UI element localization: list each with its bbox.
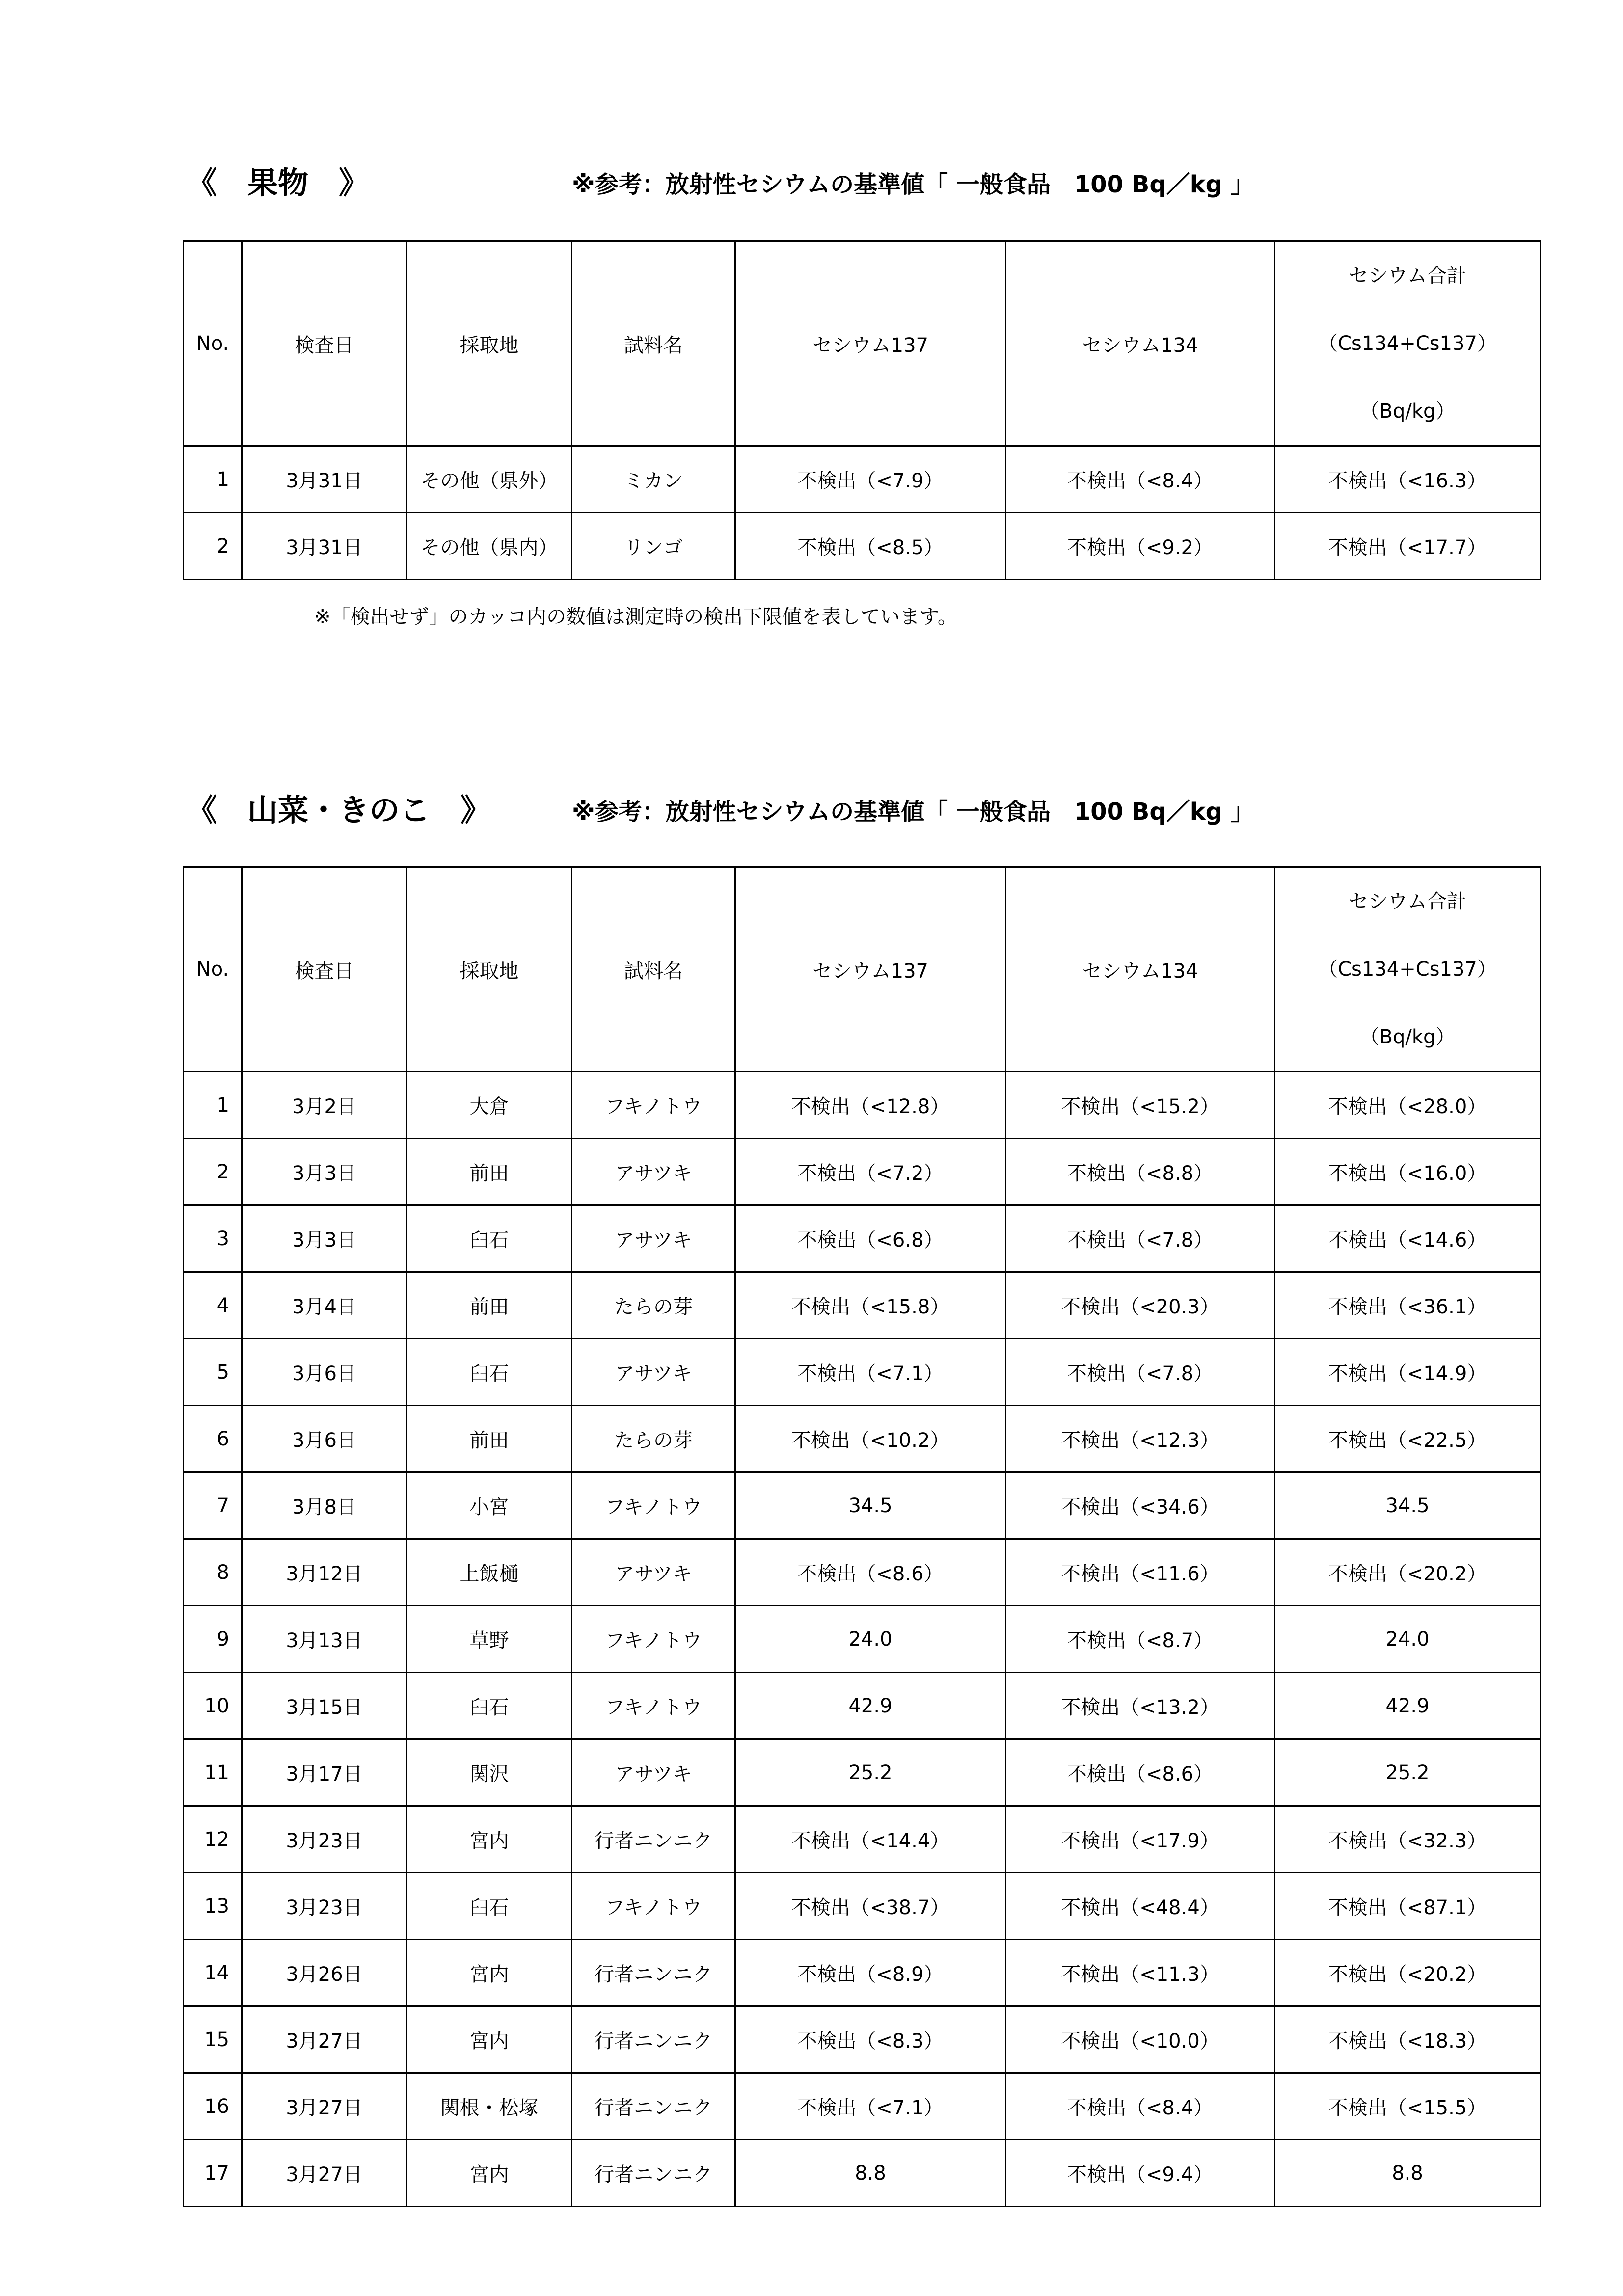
cell-location: 前田 — [407, 1272, 572, 1339]
cell-cs137: 25.2 — [735, 1739, 1006, 1806]
cell-date: 3月27日 — [242, 2140, 407, 2207]
cell-cs137: 不検出（<14.4） — [735, 1806, 1006, 1873]
cell-no: 7 — [184, 1472, 242, 1539]
cell-location: 関沢 — [407, 1739, 572, 1806]
cell-date: 3月3日 — [242, 1139, 407, 1205]
cell-location: その他（県内） — [407, 513, 572, 580]
cell-total: 不検出（<36.1） — [1275, 1272, 1541, 1339]
cell-date: 3月31日 — [242, 446, 407, 513]
cell-location: 草野 — [407, 1606, 572, 1673]
table-row — [184, 446, 1541, 513]
cell-cs134: 不検出（<13.2） — [1006, 1673, 1275, 1739]
table-row — [184, 1940, 1541, 2006]
fruits-table — [183, 240, 1541, 580]
header-sample: 試料名 — [572, 867, 735, 1072]
cell-no: 12 — [184, 1806, 242, 1873]
cell-total: 不検出（<20.2） — [1275, 1940, 1541, 2006]
cell-cs137: 不検出（<15.8） — [735, 1272, 1006, 1339]
cell-location: 臼石 — [407, 1205, 572, 1272]
wild-vegetables-reference-note: ※参考：放射性セシウムの基準値「 一般食品 100 Bq／kg 」 — [572, 798, 1254, 826]
cell-total: 不検出（<28.0） — [1275, 1072, 1541, 1139]
header-no: No. — [184, 867, 242, 1072]
cell-location: 宮内 — [407, 1940, 572, 2006]
cell-cs134: 不検出（<15.2） — [1006, 1072, 1275, 1139]
header-total-line1: セシウム合計 — [1349, 890, 1466, 913]
cell-no: 10 — [184, 1673, 242, 1739]
table-row — [184, 513, 1541, 580]
cell-cs137: 不検出（<8.3） — [735, 2006, 1006, 2073]
cell-no: 6 — [184, 1406, 242, 1472]
table-header-row — [184, 867, 1541, 1072]
header-total-line2: （Cs134+Cs137） — [1318, 332, 1497, 355]
cell-location: 臼石 — [407, 1873, 572, 1940]
cell-date: 3月6日 — [242, 1339, 407, 1406]
cell-sample: 行者ニンニク — [572, 2073, 735, 2140]
header-cs134: セシウム134 — [1006, 241, 1275, 446]
cell-sample: たらの芽 — [572, 1406, 735, 1472]
cell-cs137: 不検出（<6.8） — [735, 1205, 1006, 1272]
cell-total: 不検出（<87.1） — [1275, 1873, 1541, 1940]
header-total — [1275, 867, 1541, 1072]
cell-sample: アサツキ — [572, 1205, 735, 1272]
cell-location: 大倉 — [407, 1072, 572, 1139]
cell-cs134: 不検出（<17.9） — [1006, 1806, 1275, 1873]
table-row — [184, 1739, 1541, 1806]
cell-date: 3月6日 — [242, 1406, 407, 1472]
cell-total: 不検出（<16.3） — [1275, 446, 1541, 513]
cell-sample: アサツキ — [572, 1139, 735, 1205]
table-row — [184, 1673, 1541, 1739]
cell-cs134: 不検出（<11.3） — [1006, 1940, 1275, 2006]
table-row — [184, 1072, 1541, 1139]
cell-sample: 行者ニンニク — [572, 2140, 735, 2207]
cell-location: 関根・松塚 — [407, 2073, 572, 2140]
cell-cs137: 不検出（<8.9） — [735, 1940, 1006, 2006]
cell-total: 不検出（<14.9） — [1275, 1339, 1541, 1406]
cell-cs134: 不検出（<7.8） — [1006, 1339, 1275, 1406]
cell-location: 宮内 — [407, 1806, 572, 1873]
header-date: 検査日 — [242, 867, 407, 1072]
cell-cs134: 不検出（<9.2） — [1006, 513, 1275, 580]
cell-cs134: 不検出（<34.6） — [1006, 1472, 1275, 1539]
cell-total: 不検出（<22.5） — [1275, 1406, 1541, 1472]
cell-sample: 行者ニンニク — [572, 2006, 735, 2073]
cell-cs137: 42.9 — [735, 1673, 1006, 1739]
cell-location: 前田 — [407, 1406, 572, 1472]
cell-sample: ミカン — [572, 446, 735, 513]
cell-cs134: 不検出（<8.4） — [1006, 446, 1275, 513]
cell-no: 2 — [184, 1139, 242, 1205]
cell-total: 不検出（<16.0） — [1275, 1139, 1541, 1205]
cell-no: 3 — [184, 1205, 242, 1272]
cell-cs134: 不検出（<11.6） — [1006, 1539, 1275, 1606]
cell-date: 3月23日 — [242, 1873, 407, 1940]
cell-no: 13 — [184, 1873, 242, 1940]
cell-location: 臼石 — [407, 1339, 572, 1406]
header-no: No. — [184, 241, 242, 446]
cell-sample: アサツキ — [572, 1739, 735, 1806]
cell-cs134: 不検出（<9.4） — [1006, 2140, 1275, 2207]
header-cs137: セシウム137 — [735, 241, 1006, 446]
header-sample: 試料名 — [572, 241, 735, 446]
cell-cs137: 不検出（<8.5） — [735, 513, 1006, 580]
cell-sample: 行者ニンニク — [572, 1940, 735, 2006]
cell-cs137: 不検出（<12.8） — [735, 1072, 1006, 1139]
cell-cs137: 不検出（<7.9） — [735, 446, 1006, 513]
cell-total: 24.0 — [1275, 1606, 1541, 1673]
cell-total: 不検出（<20.2） — [1275, 1539, 1541, 1606]
cell-cs137: 不検出（<10.2） — [735, 1406, 1006, 1472]
cell-sample: フキノトウ — [572, 1873, 735, 1940]
fruits-section-title: 《 果物 》 — [187, 165, 370, 201]
cell-cs134: 不検出（<20.3） — [1006, 1272, 1275, 1339]
header-location: 採取地 — [407, 241, 572, 446]
cell-cs137: 不検出（<38.7） — [735, 1873, 1006, 1940]
table-row — [184, 2073, 1541, 2140]
table-row — [184, 1272, 1541, 1339]
table-row — [184, 1539, 1541, 1606]
cell-date: 3月13日 — [242, 1606, 407, 1673]
table-row — [184, 1606, 1541, 1673]
cell-sample: フキノトウ — [572, 1072, 735, 1139]
cell-total: 8.8 — [1275, 2140, 1541, 2207]
header-date: 検査日 — [242, 241, 407, 446]
cell-total: 25.2 — [1275, 1739, 1541, 1806]
header-total-line2: （Cs134+Cs137） — [1318, 958, 1497, 981]
cell-location: 宮内 — [407, 2006, 572, 2073]
cell-location: 宮内 — [407, 2140, 572, 2207]
cell-no: 4 — [184, 1272, 242, 1339]
cell-date: 3月2日 — [242, 1072, 407, 1139]
cell-total: 34.5 — [1275, 1472, 1541, 1539]
cell-cs134: 不検出（<8.6） — [1006, 1739, 1275, 1806]
cell-no: 5 — [184, 1339, 242, 1406]
cell-cs137: 8.8 — [735, 2140, 1006, 2207]
cell-no: 14 — [184, 1940, 242, 2006]
cell-no: 8 — [184, 1539, 242, 1606]
cell-cs137: 不検出（<7.1） — [735, 1339, 1006, 1406]
cell-total: 不検出（<14.6） — [1275, 1205, 1541, 1272]
table-row — [184, 1339, 1541, 1406]
cell-date: 3月15日 — [242, 1673, 407, 1739]
cell-date: 3月8日 — [242, 1472, 407, 1539]
cell-no: 1 — [184, 1072, 242, 1139]
table-row — [184, 2140, 1541, 2207]
header-cs137: セシウム137 — [735, 867, 1006, 1072]
table-row — [184, 1472, 1541, 1539]
cell-sample: たらの芽 — [572, 1272, 735, 1339]
cell-date: 3月3日 — [242, 1205, 407, 1272]
cell-sample: フキノトウ — [572, 1606, 735, 1673]
cell-total: 不検出（<32.3） — [1275, 1806, 1541, 1873]
cell-sample: フキノトウ — [572, 1472, 735, 1539]
cell-cs137: 24.0 — [735, 1606, 1006, 1673]
cell-sample: アサツキ — [572, 1539, 735, 1606]
cell-date: 3月27日 — [242, 2006, 407, 2073]
wild-vegetables-table — [183, 866, 1541, 2207]
cell-date: 3月12日 — [242, 1539, 407, 1606]
cell-no: 16 — [184, 2073, 242, 2140]
cell-date: 3月31日 — [242, 513, 407, 580]
cell-cs137: 不検出（<7.1） — [735, 2073, 1006, 2140]
cell-total: 不検出（<15.5） — [1275, 2073, 1541, 2140]
table-row — [184, 1139, 1541, 1205]
cell-cs134: 不検出（<48.4） — [1006, 1873, 1275, 1940]
cell-sample: 行者ニンニク — [572, 1806, 735, 1873]
cell-cs134: 不検出（<10.0） — [1006, 2006, 1275, 2073]
cell-cs134: 不検出（<8.4） — [1006, 2073, 1275, 2140]
cell-location: 臼石 — [407, 1673, 572, 1739]
cell-date: 3月23日 — [242, 1806, 407, 1873]
cell-sample: リンゴ — [572, 513, 735, 580]
header-cs134: セシウム134 — [1006, 867, 1275, 1072]
cell-sample: フキノトウ — [572, 1673, 735, 1739]
cell-total: 42.9 — [1275, 1673, 1541, 1739]
cell-location: 上飯樋 — [407, 1539, 572, 1606]
cell-cs134: 不検出（<7.8） — [1006, 1205, 1275, 1272]
header-total-line3: （Bq/kg） — [1359, 400, 1456, 423]
wild-vegetables-section-title: 《 山菜・きのこ 》 — [187, 792, 491, 828]
cell-cs134: 不検出（<12.3） — [1006, 1406, 1275, 1472]
cell-total: 不検出（<17.7） — [1275, 513, 1541, 580]
header-total-line1: セシウム合計 — [1349, 265, 1466, 287]
table-row — [184, 1406, 1541, 1472]
header-total — [1275, 241, 1541, 446]
cell-sample: アサツキ — [572, 1339, 735, 1406]
cell-date: 3月17日 — [242, 1739, 407, 1806]
cell-no: 11 — [184, 1739, 242, 1806]
table-row — [184, 1806, 1541, 1873]
table-header-row — [184, 241, 1541, 446]
table-row — [184, 2006, 1541, 2073]
header-total-line3: （Bq/kg） — [1359, 1026, 1456, 1048]
cell-location: その他（県外） — [407, 446, 572, 513]
table-row — [184, 1205, 1541, 1272]
cell-cs134: 不検出（<8.7） — [1006, 1606, 1275, 1673]
cell-date: 3月26日 — [242, 1940, 407, 2006]
cell-no: 17 — [184, 2140, 242, 2207]
cell-cs137: 不検出（<7.2） — [735, 1139, 1006, 1205]
cell-location: 前田 — [407, 1139, 572, 1205]
cell-date: 3月4日 — [242, 1272, 407, 1339]
cell-location: 小宮 — [407, 1472, 572, 1539]
cell-date: 3月27日 — [242, 2073, 407, 2140]
table-row — [184, 1873, 1541, 1940]
cell-no: 9 — [184, 1606, 242, 1673]
cell-no: 2 — [184, 513, 242, 580]
fruits-reference-note: ※参考：放射性セシウムの基準値「 一般食品 100 Bq／kg 」 — [572, 171, 1254, 198]
cell-no: 1 — [184, 446, 242, 513]
cell-cs137: 34.5 — [735, 1472, 1006, 1539]
header-location: 採取地 — [407, 867, 572, 1072]
cell-no: 15 — [184, 2006, 242, 2073]
cell-cs137: 不検出（<8.6） — [735, 1539, 1006, 1606]
footnote: ※「検出せず」のカッコ内の数値は測定時の検出下限値を表しています。 — [314, 606, 957, 628]
cell-total: 不検出（<18.3） — [1275, 2006, 1541, 2073]
cell-cs134: 不検出（<8.8） — [1006, 1139, 1275, 1205]
